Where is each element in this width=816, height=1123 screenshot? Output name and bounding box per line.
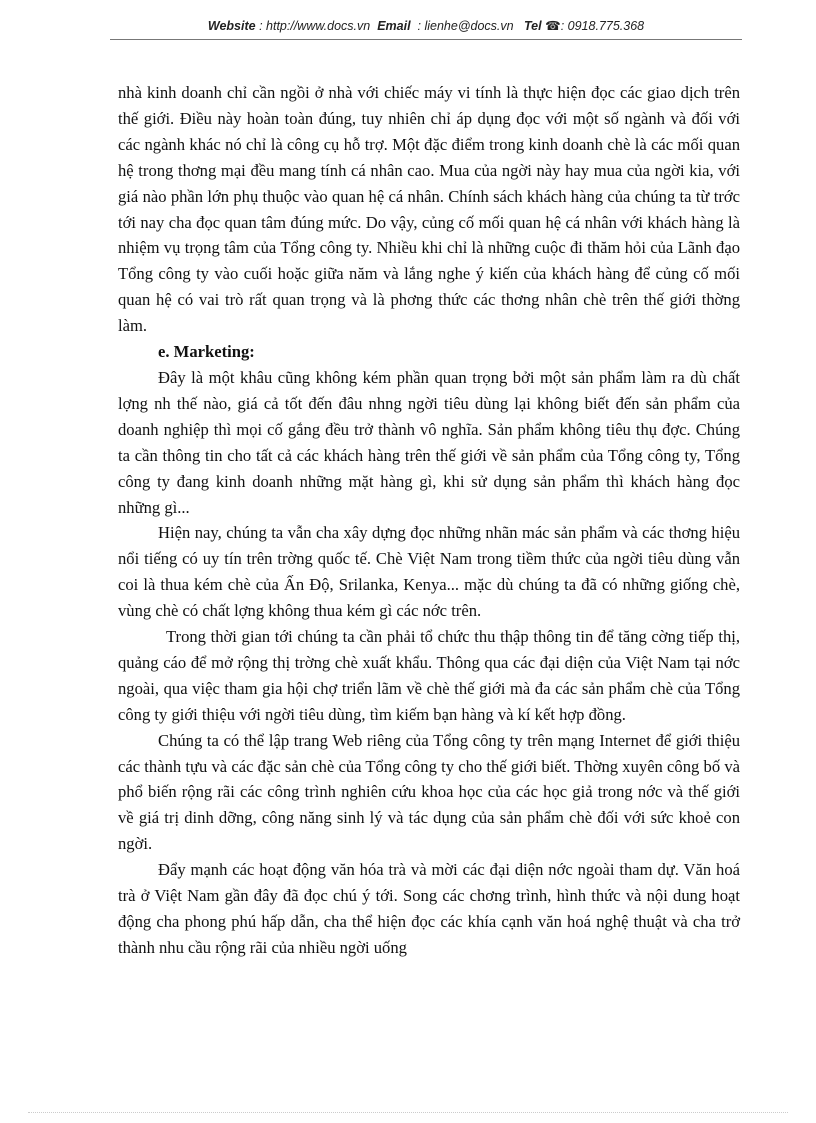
document-body — [118, 80, 740, 961]
email-label: Email — [377, 19, 411, 33]
email-value[interactable]: : lienhe@docs.vn — [417, 19, 514, 33]
paragraph-brand-building: Hiện nay, chúng ta vẫn cha xây dựng đọc những nhãn mác sản phẩm và các thơng hiệu nổi tiếng có uy tín trên trờng quốc tế. Chè Việt Nam trong tiềm thức của ngời tiêu dùng vẫn coi là thua kém chè của Ấn Độ, Srilanka, Kenya... mặc dù chúng ta đã có những giống chè, vùng chè có chất lợng không thua kém gì các nớc trên. — [118, 523, 740, 621]
paragraph-marketing-intro: Đây là một khâu cũng không kém phần quan trọng bởi một sản phẩm làm ra dù chất lợng nh thế nào, giá cả tốt đến đâu nhng ngời tiêu dùng lại không biết đến sản phẩm của doanh nghiệp thì mọi cố gắng đều trở thành vô nghĩa. Sản phẩm không tiêu thụ đợc. Chúng ta cần thông tin cho tất cả các khách hàng trên thế giới về sản phẩm của Tổng công ty, Tổng công ty đang kinh doanh những mặt hàng gì, khi sử dụng sản phẩm thì khách hàng đọc những gì... — [118, 367, 740, 517]
header-divider — [110, 39, 742, 40]
paragraph-market-research: Trong thời gian tới chúng ta cần phải tổ chức thu thập thông tin để tăng cờng tiếp thị, quảng cáo để mở rộng thị trờng chè xuất khẩu. Thông qua các đại diện của Việt Nam tại nớc ngoài, qua việc tham gia hội chợ triển lãm về chè thế giới mà đa các sản phẩm chè của Tổng công ty giới thiệu với ngời tiêu dùng, tìm kiếm bạn hàng và kí kết hợp đồng. — [118, 627, 740, 724]
paragraph-customer-relations: nhà kinh doanh chỉ cần ngồi ở nhà với chiếc máy vi tính là thực hiện đọc các giao dịch trên thế giới. Điều này hoàn toàn đúng, tuy nhiên chỉ áp dụng đọc với một số ngành và đối với các ngành khác nó chỉ là công cụ hỗ trợ. Một đặc điểm trong kinh doanh chè là các mối quan hệ trong thơng mại đều mang tính cá nhân cao. Mua của ngời này hay mua của ngời kia, với giá nào phần lớn phụ thuộc vào quan hệ cá nhân. Chính sách khách hàng của chúng ta từ trớc tới nay cha đọc quan tâm đúng mức. Do vậy, củng cố mối quan hệ cá nhân với khách hàng là nhiệm vụ trọng tâm của Tổng công ty. Nhiều khi chỉ là những cuộc đi thăm hỏi của Lãnh đạo Tổng công ty vào cuối hoặc giữa năm và lắng nghe ý kiến của khách hàng để củng cố mối quan hệ có vai trò rất quan trọng và là phơng thức các thơng nhân chè trên thế giới thờng làm. — [118, 83, 740, 336]
page-header — [110, 18, 742, 33]
tel-label: Tel — [524, 19, 542, 33]
tel-value: : 0918.775.368 — [560, 19, 645, 33]
phone-icon: ☎ — [545, 19, 561, 33]
footer-divider — [28, 1112, 788, 1113]
paragraph-website-plan: Chúng ta có thể lập trang Web riêng của Tổng công ty trên mạng Internet để giới thiệu các thành tựu và các đặc sản chè của Tổng công ty cho thế giới biết. Thờng xuyên công bố và phổ biến rộng rãi các công trình nghiên cứu khoa học của các học giả trong nớc và thế giới về giá trị dinh dỡng, công năng sinh lý và tác dụng của sản phẩm chè đối với sức khoẻ con ngời. — [118, 730, 740, 854]
website-value[interactable]: : http://www.docs.vn — [259, 19, 371, 33]
website-label: Website — [207, 19, 256, 33]
section-heading-marketing: e. Marketing: — [158, 342, 255, 362]
paragraph-tea-culture: Đẩy mạnh các hoạt động văn hóa trà và mời các đại diện nớc ngoài tham dự. Văn hoá trà ở Việt Nam gần đây đã đọc chú ý tới. Song các chơng trình, hình thức và nội dung hoạt động cha phong phú hấp dẫn, cha thể hiện đọc các khía cạnh văn hoá nghệ thuật và cha trở thành nhu cầu rộng rãi của nhiều ngời uống — [118, 860, 740, 957]
